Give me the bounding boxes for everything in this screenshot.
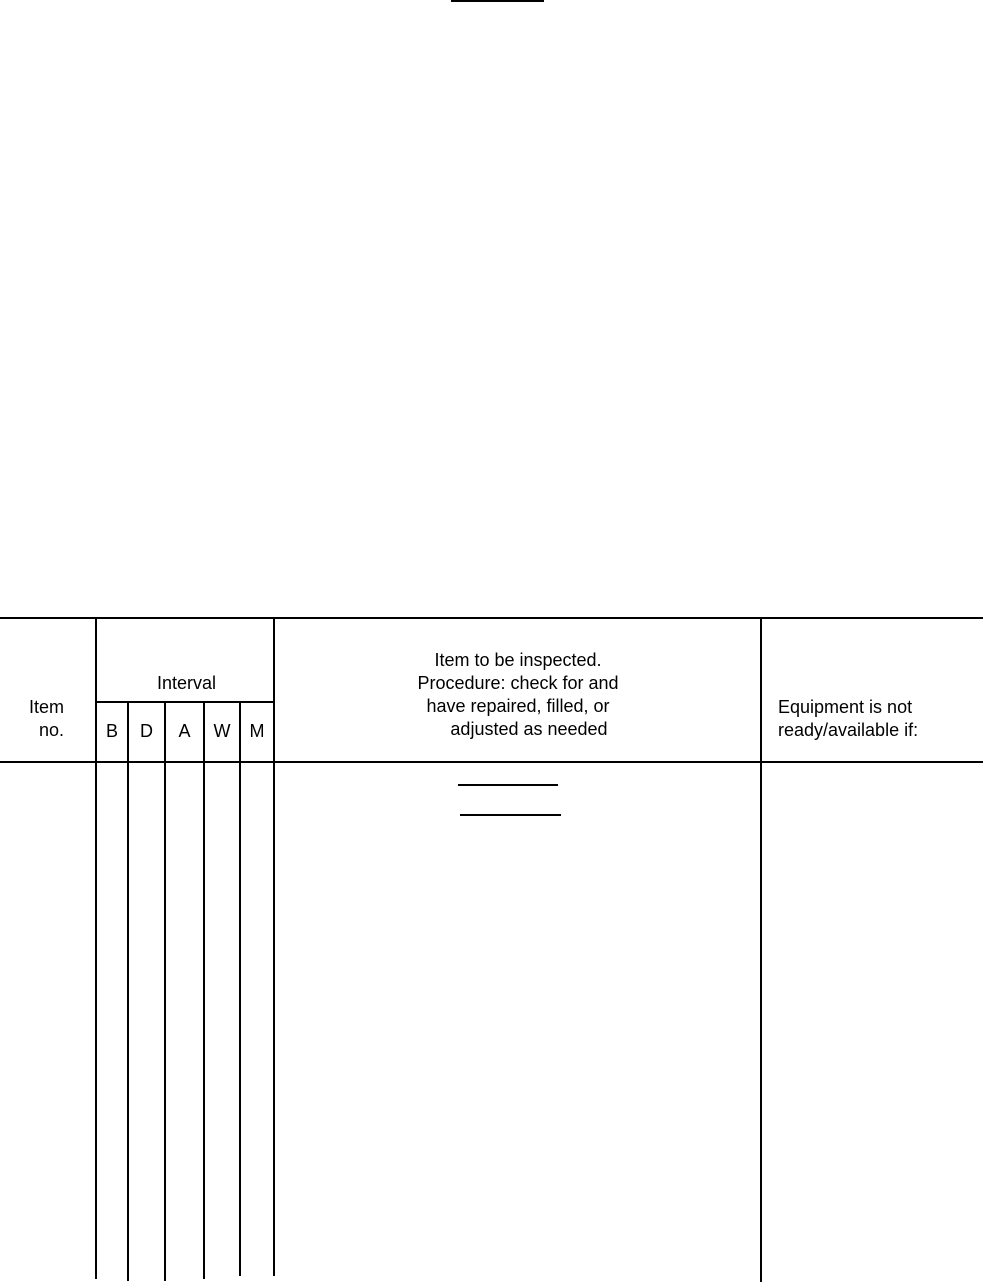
column-divider-interval [273,619,275,1276]
interval-w-header: W [213,721,231,741]
equipment-status-header-line-1: Equipment is not [778,697,913,717]
interval-header: Interval [156,673,217,693]
blank-title-line-2 [460,814,561,816]
column-divider-item [95,619,97,1279]
procedure-header-line-2: Procedure: check for and [417,673,619,693]
column-divider-b [127,703,129,1281]
item-no-header-line-1: Item [28,697,64,717]
interval-header-divider [96,701,275,703]
interval-m-header: M [249,721,265,741]
column-divider-w [239,703,241,1276]
interval-d-header: D [140,721,153,741]
table-header-bottom-border [0,761,983,763]
column-divider-d [164,703,166,1281]
interval-a-header: A [178,721,191,741]
interval-b-header: B [105,721,118,741]
item-no-header [22,696,64,742]
equipment-status-header-line-2: ready/available if: [778,720,919,740]
item-no-header-line-2: no. [38,720,64,740]
procedure-header-line-1: Item to be inspected. [434,650,602,670]
column-divider-procedure [760,619,762,1282]
table-top-border [0,617,983,619]
equipment-status-header [778,696,918,742]
procedure-header-line-4: adjusted as needed [450,719,608,739]
blank-title-line-1 [458,784,558,786]
top-rule [451,0,544,2]
procedure-header [276,649,760,741]
column-divider-a [203,703,205,1279]
procedure-header-line-3: have repaired, filled, or [426,696,610,716]
